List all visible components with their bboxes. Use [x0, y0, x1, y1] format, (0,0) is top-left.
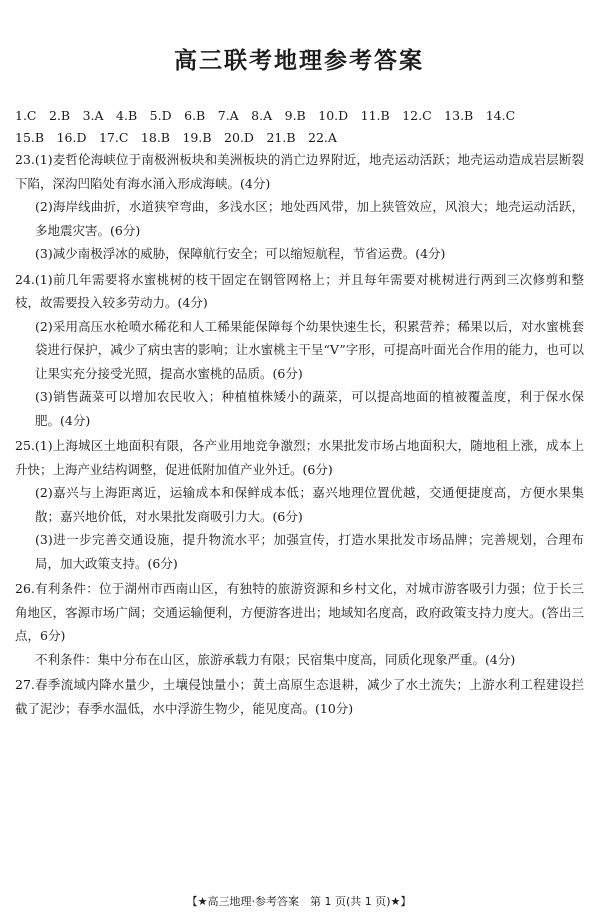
question-text: 春季流域内降水量少，土壤侵蚀量小；黄土高原生态退耕，减少了水土流失；上游水利工程建设拦截了泥沙；春季水温低，水中浮游生物少，能见度高。(10分)	[15, 677, 584, 716]
question-24	[15, 268, 584, 433]
question-part: (2)海岸线曲折，水道狭窄弯曲，多浅水区；地处西风带，加上狭管效应，风浪大；地壳运动活跃，多地震灾害。(6分)	[35, 199, 584, 238]
question-number: 23.	[15, 152, 35, 167]
question-part: (3)减少南极浮冰的威胁，保障航行安全；可以缩短航程，节省运费。(4分)	[35, 246, 446, 261]
multiple-choice-answers	[15, 105, 584, 149]
question-23	[15, 148, 584, 266]
question-part: (3)进一步完善交通设施，提升物流水平；加强宣传，打造水果批发市场品牌；完善规划，合理布局，加大政策支持。(6分)	[35, 532, 584, 571]
question-part: (3)销售蔬菜可以增加农民收入；种植植株矮小的蔬菜，可以提高地面的植被覆盖度，利于保水保肥。(4分)	[35, 389, 584, 428]
page-footer: 【★高三地理·参考答案 第 1 页(共 1 页)★】	[186, 895, 412, 908]
answer-row: 15.B 16.D 17.C 18.B 19.B 20.D 21.B 22.A	[15, 130, 337, 145]
question-part	[15, 434, 584, 481]
question-26	[15, 577, 584, 671]
question-text: (1)前几年需要将水蜜桃树的枝干固定在钢管网格上；并且每年需要对桃树进行两到三次修剪和整枝，故需要投入较多劳动力。(4分)	[15, 271, 584, 310]
question-27	[15, 673, 584, 720]
question-number: 24.	[15, 271, 35, 287]
answer-row: 1.C 2.B 3.A 4.B 5.D 6.B 7.A 8.A 9.B 10.D 11.B 12.C 13.B 14.C	[15, 108, 516, 123]
question-number: 25.	[15, 438, 35, 453]
question-part	[15, 268, 584, 315]
question-part	[15, 673, 584, 720]
question-part: (2)嘉兴与上海距离近，运输成本和保鲜成本低；嘉兴地理位置优越，交通便捷度高，方便水果集散；嘉兴地价低，对水果批发商吸引力大。(6分)	[35, 485, 584, 524]
question-part: (2)采用高压水枪喷水稀花和人工稀果能保障每个幼果快速生长，积累营养；稀果以后，对水蜜桃套袋进行保护，减少了病虫害的影响；让水蜜桃主干呈“V”字形，可提高叶面光合作用的能力，也可以让果实充分接受光照，提高水蜜桃的品质。(6分)	[35, 318, 584, 381]
question-25	[15, 434, 584, 575]
question-text: 有利条件：位于湖州市西南山区，有独特的旅游资源和乡村文化，对城市游客吸引力强；位于长三角地区，客源市场广阔；交通运输便利，方便游客进出；地域知名度高，政府政策支持力度大。(答出三点，6分)	[15, 581, 584, 643]
question-part	[15, 148, 584, 195]
question-text: (1)麦哲伦海峡位于南极洲板块和美洲板块的消亡边界附近，地壳运动活跃；地壳运动造成岩层断裂下陷，深沟凹陷处有海水涌入形成海峡。(4分)	[15, 152, 584, 191]
question-text: (1)上海城区土地面积有限，各产业用地竞争激烈；水果批发市场占地面积大，随地租上涨，成本上升快；上海产业结构调整，促进低附加值产业外迁。(6分)	[15, 438, 584, 477]
question-number: 27.	[15, 677, 35, 692]
page-title: 高三联考地理参考答案	[174, 47, 424, 74]
question-number: 26.	[15, 581, 35, 596]
open-questions	[15, 148, 584, 720]
question-part: 不利条件：集中分布在山区，旅游承载力有限；民宿集中度高，同质化现象严重。(4分)	[35, 651, 516, 667]
question-part	[15, 577, 584, 648]
